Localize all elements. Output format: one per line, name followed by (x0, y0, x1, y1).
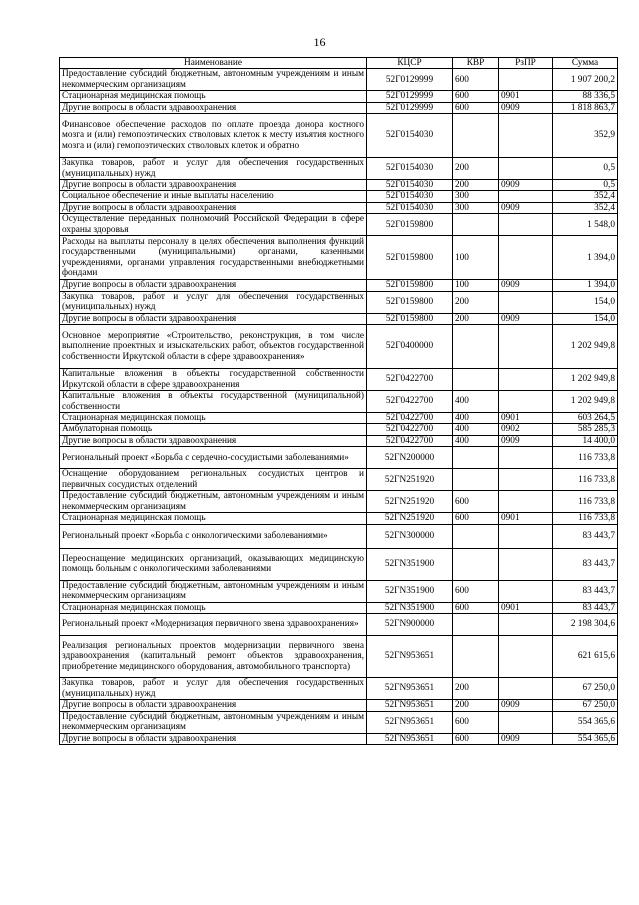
cell-name: Региональный проект «Модернизация первичного звена здравоохранения» (60, 614, 367, 636)
table-row (60, 424, 618, 435)
cell-kcsr: 52ГN251920 (367, 513, 453, 524)
cell-kvr: 600 (453, 513, 499, 524)
cell-sum: 83 443,7 (553, 580, 618, 602)
cell-name: Другие вопросы в области здравоохранения (60, 435, 367, 446)
cell-sum: 554 365,6 (553, 733, 618, 744)
cell-rzpr (499, 491, 553, 513)
cell-kvr (453, 614, 499, 636)
cell-name: Другие вопросы в области здравоохранения (60, 733, 367, 744)
cell-sum: 0,5 (553, 180, 618, 191)
table-row (60, 580, 618, 602)
cell-rzpr (499, 548, 553, 580)
cell-kcsr: 52Г0129999 (367, 91, 453, 102)
table-row (60, 214, 618, 236)
budget-table (59, 57, 618, 745)
cell-kcsr: 52Г0159800 (367, 236, 453, 280)
cell-kcsr: 52ГN251920 (367, 491, 453, 513)
cell-name: Стационарная медицинская помощь (60, 513, 367, 524)
cell-sum: 1 548,0 (553, 214, 618, 236)
cell-name: Стационарная медицинская помощь (60, 91, 367, 102)
table-row (60, 114, 618, 158)
cell-name: Социальное обеспечение и иные выплаты населению (60, 191, 367, 202)
cell-rzpr: 0909 (499, 180, 553, 191)
cell-sum: 116 733,8 (553, 469, 618, 491)
cell-rzpr: 0909 (499, 102, 553, 113)
table-row (60, 91, 618, 102)
column-header-sum: Сумма (553, 58, 618, 69)
cell-kcsr: 52ГN953651 (367, 636, 453, 678)
table-row (60, 700, 618, 711)
cell-rzpr: 0901 (499, 513, 553, 524)
cell-kcsr: 52Г0422700 (367, 413, 453, 424)
cell-rzpr: 0901 (499, 413, 553, 424)
cell-kcsr: 52ГN351900 (367, 580, 453, 602)
cell-kcsr: 52Г0159800 (367, 313, 453, 324)
cell-rzpr (499, 369, 553, 391)
cell-name: Региональный проект «Борьба с онкологическими заболеваниями» (60, 524, 367, 548)
cell-rzpr (499, 524, 553, 548)
table-row (60, 435, 618, 446)
table-row (60, 325, 618, 369)
table-row (60, 280, 618, 291)
cell-kvr (453, 214, 499, 236)
table-row (60, 614, 618, 636)
cell-kcsr: 52ГN300000 (367, 524, 453, 548)
cell-sum: 154,0 (553, 313, 618, 324)
cell-kvr: 600 (453, 69, 499, 91)
table-row (60, 291, 618, 313)
cell-kcsr: 52Г0159800 (367, 214, 453, 236)
cell-kcsr: 52ГN200000 (367, 447, 453, 469)
cell-kvr: 300 (453, 202, 499, 213)
cell-kcsr: 52ГN251920 (367, 469, 453, 491)
cell-rzpr: 0909 (499, 733, 553, 744)
cell-kvr: 400 (453, 435, 499, 446)
cell-kvr: 400 (453, 391, 499, 413)
column-header-kcsr: КЦСР (367, 58, 453, 69)
cell-kvr: 200 (453, 291, 499, 313)
cell-kcsr: 52ГN351900 (367, 548, 453, 580)
cell-sum: 621 615,6 (553, 636, 618, 678)
cell-name: Другие вопросы в области здравоохранения (60, 180, 367, 191)
cell-kcsr: 52Г0422700 (367, 424, 453, 435)
cell-rzpr: 0909 (499, 435, 553, 446)
cell-kcsr: 52Г0159800 (367, 291, 453, 313)
table-body (60, 69, 618, 745)
cell-kcsr: 52ГN351900 (367, 602, 453, 613)
cell-kcsr: 52Г0159800 (367, 280, 453, 291)
table-row (60, 491, 618, 513)
cell-sum: 1 394,0 (553, 236, 618, 280)
cell-rzpr (499, 636, 553, 678)
cell-sum: 83 443,7 (553, 548, 618, 580)
cell-name: Закупка товаров, работ и услуг для обеспечения государственных (муниципальных) нужд (60, 678, 367, 700)
cell-kcsr: 52Г0422700 (367, 435, 453, 446)
cell-sum: 88 336,5 (553, 91, 618, 102)
cell-kcsr: 52Г0129999 (367, 69, 453, 91)
cell-kcsr: 52ГN900000 (367, 614, 453, 636)
table-row (60, 191, 618, 202)
cell-kcsr: 52Г0129999 (367, 102, 453, 113)
cell-kvr (453, 548, 499, 580)
cell-rzpr (499, 614, 553, 636)
cell-kcsr: 52Г0422700 (367, 391, 453, 413)
cell-name: Закупка товаров, работ и услуг для обеспечения государственных (муниципальных) нужд (60, 158, 367, 180)
cell-kvr (453, 447, 499, 469)
cell-kcsr: 52Г0400000 (367, 325, 453, 369)
cell-name: Закупка товаров, работ и услуг для обеспечения государственных (муниципальных) нужд (60, 291, 367, 313)
table-row (60, 202, 618, 213)
cell-kcsr: 52Г0154030 (367, 114, 453, 158)
cell-name: Осуществление переданных полномочий Российской Федерации в сфере охраны здоровья (60, 214, 367, 236)
cell-rzpr: 0909 (499, 280, 553, 291)
cell-kvr: 200 (453, 180, 499, 191)
cell-name: Региональный проект «Борьба с сердечно-сосудистыми заболеваниями» (60, 447, 367, 469)
cell-sum: 352,9 (553, 114, 618, 158)
cell-sum: 14 400,0 (553, 435, 618, 446)
cell-kvr: 600 (453, 91, 499, 102)
cell-kcsr: 52ГN953651 (367, 733, 453, 744)
cell-rzpr: 0901 (499, 602, 553, 613)
cell-name: Стационарная медицинская помощь (60, 413, 367, 424)
cell-rzpr (499, 114, 553, 158)
table-row (60, 524, 618, 548)
cell-kvr: 200 (453, 158, 499, 180)
cell-sum: 116 733,8 (553, 447, 618, 469)
table-row (60, 469, 618, 491)
table-row (60, 602, 618, 613)
cell-rzpr (499, 191, 553, 202)
cell-sum: 1 907 200,2 (553, 69, 618, 91)
cell-kvr (453, 524, 499, 548)
table-row (60, 413, 618, 424)
cell-name: Стационарная медицинская помощь (60, 602, 367, 613)
table-row (60, 548, 618, 580)
cell-sum: 83 443,7 (553, 602, 618, 613)
cell-sum: 0,5 (553, 158, 618, 180)
cell-kvr: 400 (453, 424, 499, 435)
table-row (60, 369, 618, 391)
cell-name: Оснащение оборудованием региональных сосудистых центров и первичных сосудистых отделений (60, 469, 367, 491)
cell-rzpr (499, 469, 553, 491)
cell-rzpr (499, 447, 553, 469)
cell-sum: 1 202 949,8 (553, 325, 618, 369)
cell-name: Другие вопросы в области здравоохранения (60, 700, 367, 711)
cell-rzpr (499, 291, 553, 313)
cell-sum: 1 394,0 (553, 280, 618, 291)
cell-sum: 585 285,3 (553, 424, 618, 435)
cell-kvr: 600 (453, 733, 499, 744)
cell-kvr: 600 (453, 602, 499, 613)
table-header-row (60, 58, 618, 69)
cell-name: Переоснащение медицинских организаций, оказывающих медицинскую помощь больным с онкологическими заболеваниями (60, 548, 367, 580)
table-row (60, 513, 618, 524)
cell-rzpr (499, 325, 553, 369)
cell-rzpr (499, 580, 553, 602)
cell-rzpr: 0902 (499, 424, 553, 435)
cell-kvr: 600 (453, 580, 499, 602)
cell-sum: 67 250,0 (553, 678, 618, 700)
cell-kvr: 400 (453, 413, 499, 424)
table-row (60, 158, 618, 180)
cell-kvr: 600 (453, 491, 499, 513)
cell-kcsr: 52Г0154030 (367, 191, 453, 202)
cell-kvr (453, 114, 499, 158)
cell-kcsr: 52Г0154030 (367, 158, 453, 180)
cell-rzpr (499, 214, 553, 236)
cell-rzpr: 0901 (499, 91, 553, 102)
cell-sum: 67 250,0 (553, 700, 618, 711)
cell-kvr (453, 369, 499, 391)
cell-kvr (453, 636, 499, 678)
cell-name: Предоставление субсидий бюджетным, автономным учреждениям и иным некоммерческим организациям (60, 711, 367, 733)
table-row (60, 678, 618, 700)
cell-name: Другие вопросы в области здравоохранения (60, 280, 367, 291)
cell-rzpr (499, 158, 553, 180)
cell-name: Основное мероприятие «Строительство, реконструкция, в том числе выполнение проектных и изыскательских работ, объектов государственной собственности Иркутской области в сфере здравоохранения» (60, 325, 367, 369)
column-header-rzpr: РзПР (499, 58, 553, 69)
cell-kcsr: 52ГN953651 (367, 711, 453, 733)
cell-name: Другие вопросы в области здравоохранения (60, 102, 367, 113)
column-header-name: Наименование (60, 58, 367, 69)
table-row (60, 236, 618, 280)
cell-name: Капитальные вложения в объекты государственной собственности Иркутской области в сфере здравоохранения (60, 369, 367, 391)
cell-name: Капитальные вложения в объекты государственной (муниципальной) собственности (60, 391, 367, 413)
cell-kvr (453, 325, 499, 369)
page-number: 16 (313, 35, 326, 49)
table-row (60, 102, 618, 113)
table-row (60, 711, 618, 733)
cell-rzpr (499, 69, 553, 91)
table-row (60, 636, 618, 678)
cell-kcsr: 52ГN953651 (367, 678, 453, 700)
table-row (60, 69, 618, 91)
column-header-kvr: КВР (453, 58, 499, 69)
cell-rzpr (499, 391, 553, 413)
cell-kvr: 200 (453, 678, 499, 700)
cell-name: Предоставление субсидий бюджетным, автономным учреждениям и иным некоммерческим организациям (60, 69, 367, 91)
cell-sum: 116 733,8 (553, 491, 618, 513)
cell-kvr: 200 (453, 313, 499, 324)
cell-rzpr: 0909 (499, 313, 553, 324)
cell-kvr: 600 (453, 711, 499, 733)
cell-name: Другие вопросы в области здравоохранения (60, 202, 367, 213)
cell-kcsr: 52ГN953651 (367, 700, 453, 711)
cell-kcsr: 52Г0154030 (367, 202, 453, 213)
cell-name: Предоставление субсидий бюджетным, автономным учреждениям и иным некоммерческим организациям (60, 580, 367, 602)
cell-sum: 2 198 304,6 (553, 614, 618, 636)
cell-sum: 1 202 949,8 (553, 369, 618, 391)
table-row (60, 733, 618, 744)
cell-rzpr (499, 236, 553, 280)
table-row (60, 447, 618, 469)
cell-kvr (453, 469, 499, 491)
cell-sum: 352,4 (553, 202, 618, 213)
cell-kvr: 100 (453, 280, 499, 291)
cell-name: Расходы на выплаты персоналу в целях обеспечения выполнения функций государственными (муниципальными) органами, казенными учреждениями, органами управления государственными внебюджетными фондами (60, 236, 367, 280)
cell-kcsr: 52Г0422700 (367, 369, 453, 391)
cell-sum: 1 202 949,8 (553, 391, 618, 413)
cell-rzpr: 0909 (499, 202, 553, 213)
table-row (60, 313, 618, 324)
cell-name: Финансовое обеспечение расходов по оплате проезда донора костного мозга и (или) гемопоэтических стволовых клеток к месту изъятия костного мозга и (или) гемопоэтических стволовых клеток и обратно (60, 114, 367, 158)
cell-name: Реализация региональных проектов модернизации первичного звена здравоохранения (капитальный ремонт объектов здравоохранения, приобретение медицинского оборудования, автомобильного транспорта) (60, 636, 367, 678)
cell-rzpr: 0909 (499, 700, 553, 711)
table-row (60, 391, 618, 413)
cell-kcsr: 52Г0154030 (367, 180, 453, 191)
cell-sum: 116 733,8 (553, 513, 618, 524)
cell-name: Предоставление субсидий бюджетным, автономным учреждениям и иным некоммерческим организациям (60, 491, 367, 513)
cell-sum: 1 818 863,7 (553, 102, 618, 113)
cell-rzpr (499, 678, 553, 700)
cell-sum: 154,0 (553, 291, 618, 313)
cell-sum: 83 443,7 (553, 524, 618, 548)
cell-kvr: 300 (453, 191, 499, 202)
cell-kvr: 200 (453, 700, 499, 711)
cell-rzpr (499, 711, 553, 733)
cell-kvr: 600 (453, 102, 499, 113)
cell-name: Амбулаторная помощь (60, 424, 367, 435)
cell-sum: 603 264,5 (553, 413, 618, 424)
cell-name: Другие вопросы в области здравоохранения (60, 313, 367, 324)
table-row (60, 180, 618, 191)
cell-kvr: 100 (453, 236, 499, 280)
cell-sum: 352,4 (553, 191, 618, 202)
cell-sum: 554 365,6 (553, 711, 618, 733)
